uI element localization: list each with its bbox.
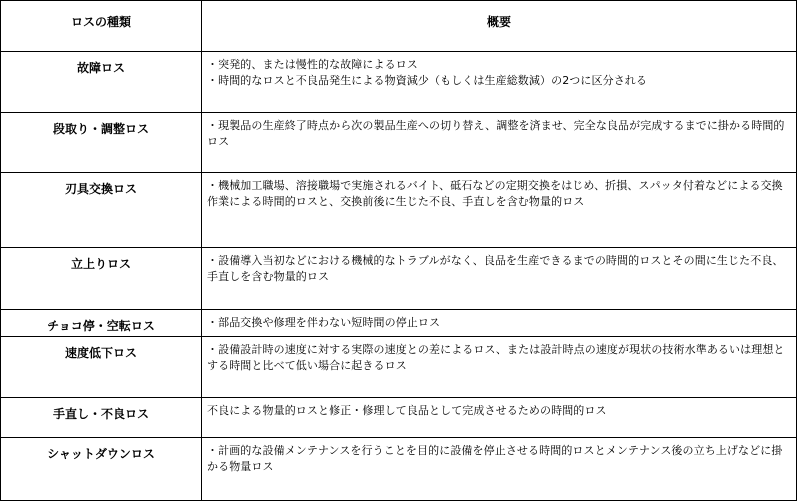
loss-name-cell [1, 398, 202, 438]
table-row [1, 113, 797, 173]
loss-description-cell [202, 398, 797, 438]
loss-description-line: ・突発的、または慢性的な故障によるロス [207, 58, 418, 71]
loss-name-cell [1, 113, 202, 173]
column-header-loss-type-label: ロスの種類 [70, 15, 131, 29]
table-header-row [1, 1, 797, 52]
loss-description-line: ・設備導入当初などにおける機械的なトラブルがなく、良品を生産できるまでの時間的ロスとその間に生じた不良、手直しを含む物量的ロス [207, 254, 784, 283]
loss-description-line: ・機械加工職場、溶接職場で実施されるバイト、砥石などの定期交換をはじめ、折損、スパッタ付着などによる交換作業による時間的ロスと、交換前後に生じた不良、手直しを含む物量的ロス [207, 179, 783, 208]
loss-description-line: ・計画的な設備メンテナンスを行うことを目的に設備を停止させる時間的ロスとメンテナンス後の立ち上げなどに掛かる物量ロス [207, 444, 783, 473]
loss-name-cell [1, 248, 202, 310]
table-row [1, 248, 797, 310]
loss-description-cell [202, 113, 797, 173]
table-row [1, 173, 797, 248]
loss-description-cell [202, 438, 797, 501]
table-row [1, 438, 797, 501]
column-header-overview [202, 1, 797, 52]
loss-name: チョコ停・空転ロス [47, 319, 155, 333]
column-header-overview-label: 概要 [486, 15, 511, 29]
loss-description-cell [202, 337, 797, 398]
loss-name-cell [1, 438, 202, 501]
loss-name-cell [1, 337, 202, 398]
loss-name: 故障ロス [76, 61, 125, 75]
loss-name: シャットダウンロス [47, 447, 155, 461]
loss-name-cell [1, 310, 202, 337]
loss-name-cell [1, 173, 202, 248]
loss-description-cell [202, 248, 797, 310]
loss-description-cell [202, 52, 797, 113]
column-header-loss-type [1, 1, 202, 52]
loss-name: 速度低下ロス [64, 346, 137, 360]
loss-name: 段取り・調整ロス [52, 122, 149, 136]
loss-description-cell [202, 173, 797, 248]
loss-name-cell [1, 52, 202, 113]
table-row [1, 337, 797, 398]
loss-description-line: ・設備設計時の速度に対する実際の速度との差によるロス、または設計時点の速度が現状の技術水準あるいは理想とする時間と比べて低い場合に起きるロス [207, 343, 785, 372]
loss-name: 手直し・不良ロス [52, 407, 149, 421]
loss-description-line: 不良による物量的ロスと修正・修理して良品として完成させるための時間的ロス [207, 404, 607, 417]
table-row [1, 310, 797, 337]
loss-description-line: ・現製品の生産終了時点から次の製品生産への切り替え、調整を済ませ、完全な良品が完成するまでに掛かる時間的ロス [207, 119, 785, 148]
loss-name: 刃具交換ロス [64, 182, 137, 196]
loss-description-line: ・部品交換や修理を伴わない短時間の停止ロス [207, 316, 441, 329]
table-row [1, 52, 797, 113]
loss-description-cell [202, 310, 797, 337]
loss-description-line: ・時間的なロスと不良品発生による物資減少（もしくは生産総数減）の2つに区分される [207, 74, 647, 87]
loss-name: 立上りロス [70, 257, 131, 271]
table-row [1, 398, 797, 438]
